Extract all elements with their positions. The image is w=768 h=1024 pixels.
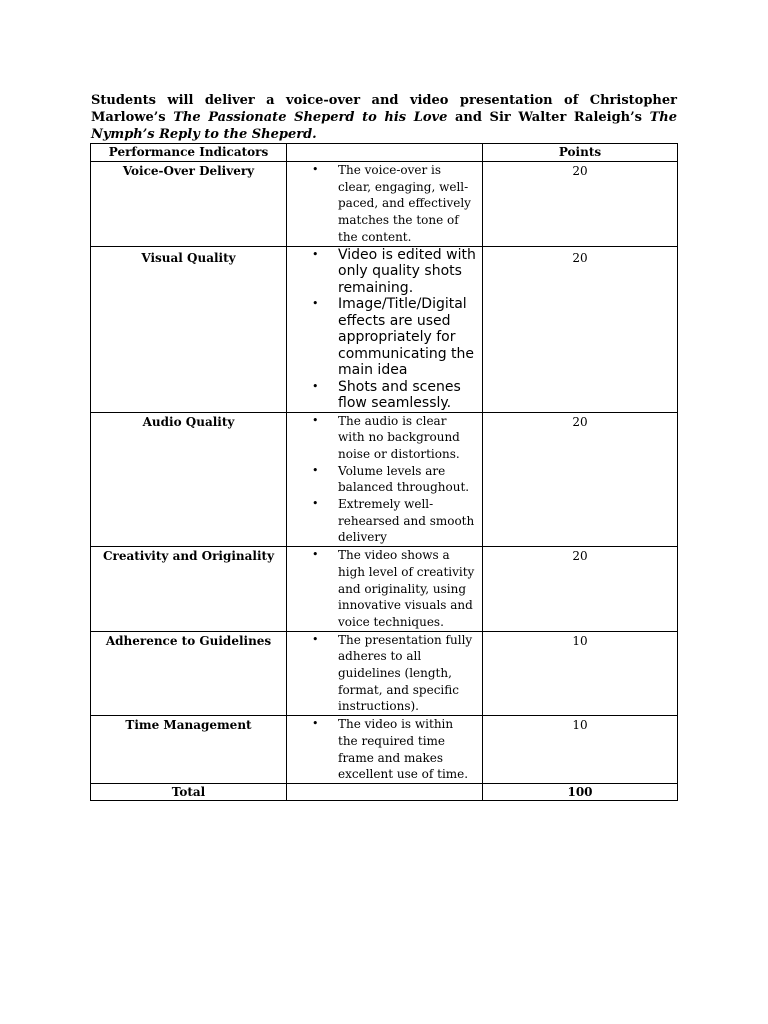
points-cell: 20 [483,547,678,632]
table-row [91,162,678,247]
criterion-text: The presentation fully adheres to all guidelines (length, format, and specific instructions). [338,632,473,714]
indicator-cell: Visual Quality [91,246,287,412]
table-row [91,716,678,784]
header-points: Points [483,144,678,162]
criteria-list [287,716,482,783]
bullet-icon: • [312,247,319,261]
bullet-icon: • [312,413,319,427]
total-row [91,783,678,800]
criterion-text: Video is edited with only quality shots remaining. [338,246,476,296]
bullet-icon: • [312,548,319,562]
list-item [287,463,482,496]
indicator-cell: Audio Quality [91,412,287,547]
table-row [91,412,678,547]
indicator-cell: Voice-Over Delivery [91,162,287,247]
list-item [287,496,482,546]
description-cell [287,412,483,547]
rubric-body [91,162,678,801]
points-cell: 20 [483,162,678,247]
list-item [287,296,482,379]
bullet-icon: • [312,379,319,393]
list-item [287,632,482,716]
table-row [91,631,678,716]
criterion-text: The voice-over is clear, engaging, well-paced, and effectively matches the tone of the content. [338,163,471,244]
criteria-list [287,162,482,246]
indicator-cell: Adherence to Guidelines [91,631,287,716]
rubric-table [90,143,678,801]
indicator-cell: Time Management [91,716,287,784]
list-item [287,379,482,412]
list-item [287,716,482,783]
table-row [91,246,678,412]
header-description [287,144,483,162]
poem-title-raleigh: The Nymph’s Reply to the Sheperd. [91,110,677,142]
criterion-text: Extremely well-rehearsed and smooth delivery [338,497,475,545]
total-points: 100 [483,783,678,800]
criterion-text: The video is within the required time frame and makes excellent use of time. [338,717,469,782]
list-item [287,162,482,246]
bullet-icon: • [312,632,319,646]
criterion-text: The audio is clear with no background noise or distortions. [338,413,460,461]
total-label: Total [91,783,287,800]
poem-title-marlowe: The Passionate Sheperd to his Love [173,110,448,125]
description-cell [287,547,483,632]
points-cell: 20 [483,246,678,412]
criterion-text: Volume levels are balanced throughout. [338,463,470,495]
criterion-text: Image/Title/Digital effects are used appropriately for communicating the main idea [338,296,475,379]
criterion-text: Shots and scenes flow seamlessly. [338,378,461,412]
criteria-list [287,413,482,547]
table-row [91,547,678,632]
indicator-cell: Creativity and Originality [91,547,287,632]
description-cell [287,716,483,784]
description-cell [287,631,483,716]
criterion-text: The video shows a high level of creativity and originality, using innovative visuals and voice techniques. [338,548,475,629]
intro-paragraph [91,92,677,143]
bullet-icon: • [312,297,319,311]
points-cell: 10 [483,716,678,784]
total-description [287,783,483,800]
list-item [287,547,482,631]
table-header-row [91,144,678,162]
list-item [287,413,482,463]
intro-text-2: and Sir Walter Raleigh’s [447,110,650,125]
bullet-icon: • [312,717,319,731]
list-item [287,247,482,297]
description-cell [287,162,483,247]
points-cell: 10 [483,631,678,716]
intro-text-1: Students will deliver a voice-over and video presentation of Christopher Marlowe’s [91,93,677,125]
bullet-icon: • [312,497,319,511]
description-cell [287,246,483,412]
criteria-list [287,547,482,631]
criteria-list [287,632,482,716]
criteria-list [287,247,482,412]
bullet-icon: • [312,463,319,477]
points-cell: 20 [483,412,678,547]
bullet-icon: • [312,163,319,176]
header-performance-indicators: Performance Indicators [91,144,287,162]
